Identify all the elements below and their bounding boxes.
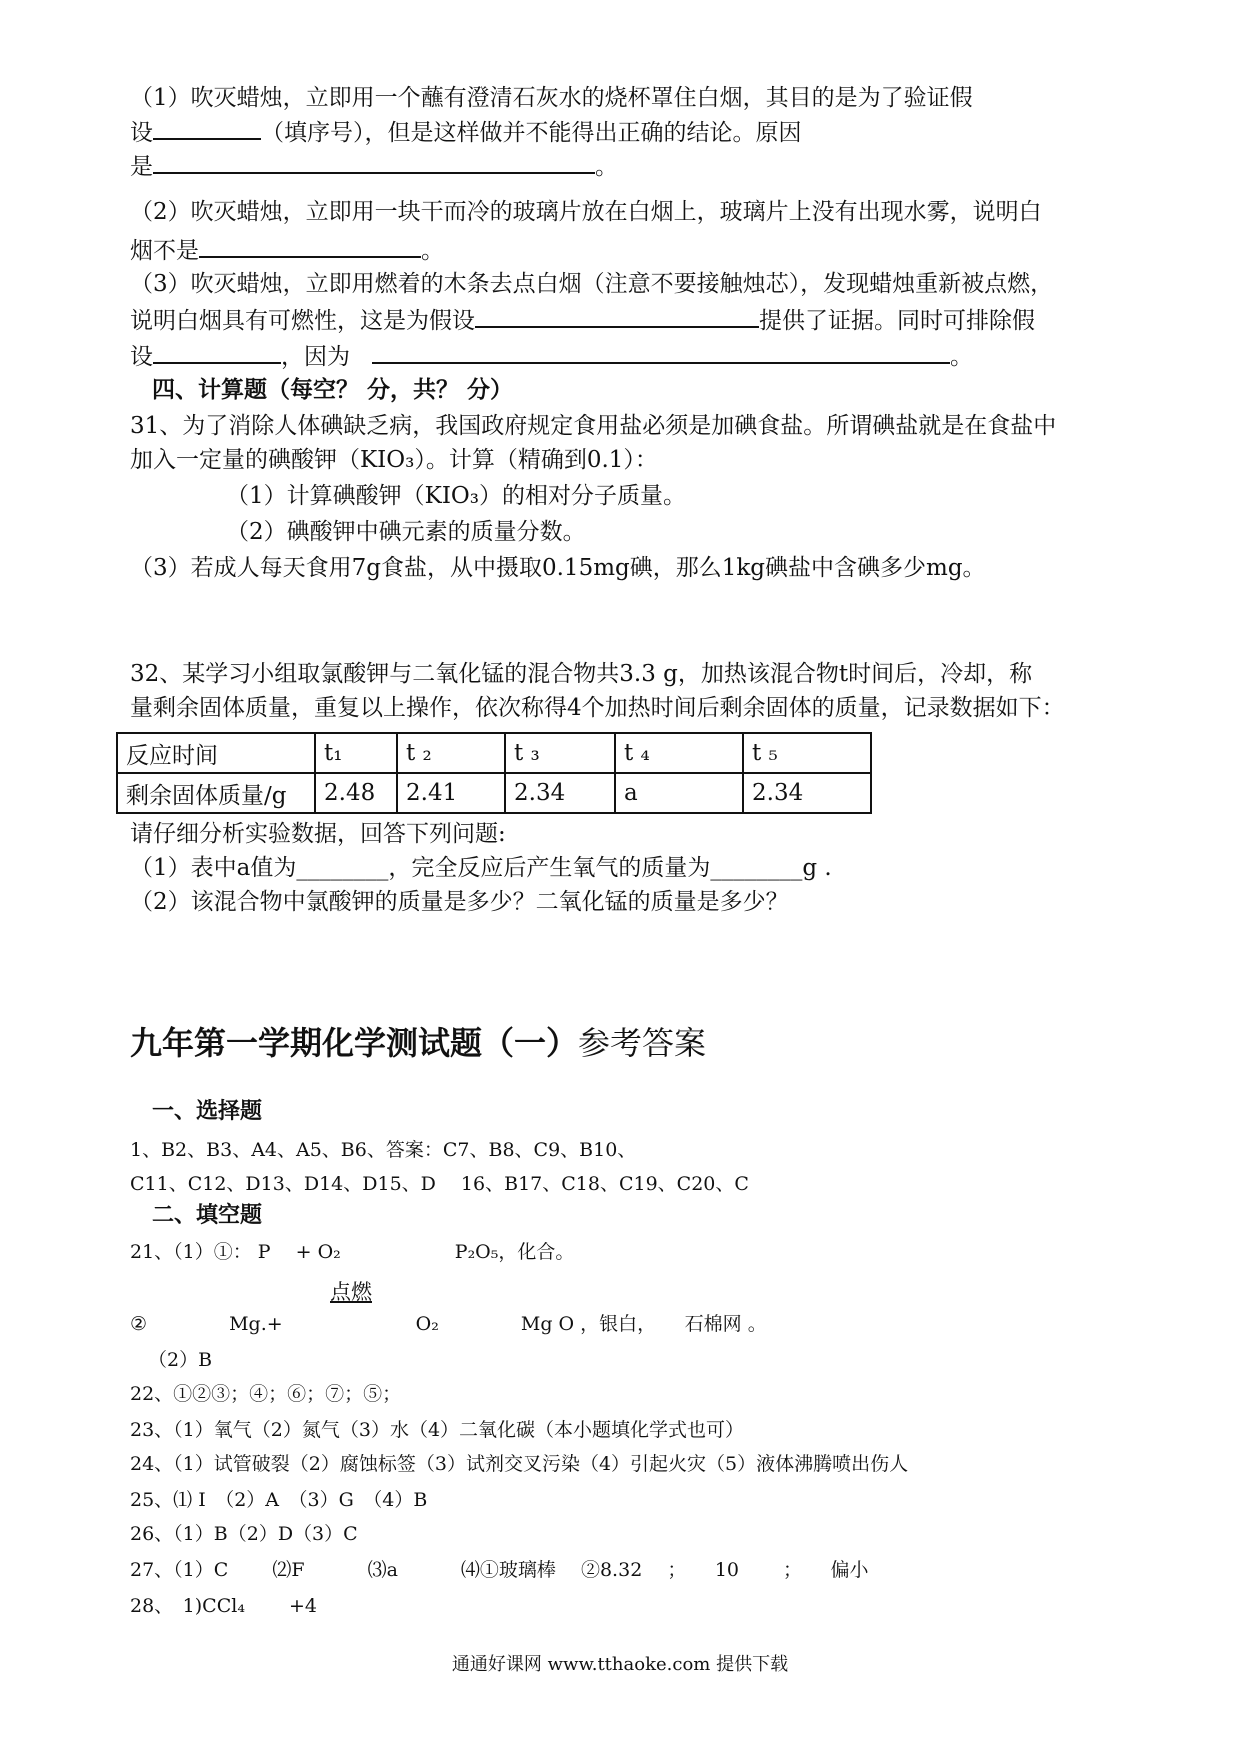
answer-line: 28、 1)CCl₄ +4 <box>130 1595 317 1617</box>
answer-line: 26、（1）B（2）D（3）C <box>130 1523 358 1545</box>
q31-line-3: （1）计算碘酸钾（KIO₃）的相对分子质量。 <box>226 483 686 509</box>
q32-line-2: 量剩余固体质量，重复以上操作，依次称得4个加热时间后剩余固体的质量，记录数据如下： <box>130 695 1065 721</box>
section-2-heading: 二、填空题 <box>152 1203 263 1228</box>
answer-line: 27、（1）C ⑵F ⑶a ⑷①玻璃棒 ②8.32 ； 10 ； 偏小 <box>130 1559 869 1581</box>
q30-l5-suffix: 。 <box>421 238 444 264</box>
table-row <box>117 773 871 813</box>
table-cell: t ₂ <box>397 733 505 773</box>
answer-line: 22、①②③；④；⑥；⑦；⑤； <box>130 1383 402 1405</box>
q30-line-3 <box>130 148 618 183</box>
table-cell: 2.41 <box>397 773 505 813</box>
q30-l3-prefix: 是 <box>130 154 153 180</box>
answer-line: 21、（1）①： P + O₂ P₂O₅，化合。 <box>130 1241 575 1263</box>
table-cell: 2.34 <box>743 773 871 813</box>
table-cell: a <box>615 773 743 813</box>
section-1-heading: 一、选择题 <box>152 1099 263 1124</box>
q32-line-3: 请仔细分析实验数据，回答下列问题: <box>130 821 506 847</box>
answer-title-rest: 参考答案 <box>578 1024 707 1062</box>
q30-l2-suffix: （填序号），但是这样做并不能得出正确的结论。原因 <box>261 120 802 146</box>
answer-line: ② Mg.+ O₂ Mg O ，银白， 石棉网 。 <box>130 1313 767 1335</box>
q30-line-4: （2）吹灭蜡烛，立即用一块干而冷的玻璃片放在白烟上，玻璃片上没有出现水雾，说明白 <box>130 199 1042 225</box>
answer-blank[interactable] <box>372 338 950 364</box>
q31-line-5: （3）若成人每天食用7g食盐，从中摄取0.15mg碘，那么1kg碘盐中含碘多少mg。 <box>130 555 986 581</box>
table-cell: t ₅ <box>743 733 871 773</box>
q31-line-4: （2）碘酸钾中碘元素的质量分数。 <box>226 519 586 545</box>
answer-title-main: 九年第一学期化学测试题（一） <box>130 1024 579 1062</box>
table-cell: 2.34 <box>505 773 615 813</box>
q30-line-1: （1）吹灭蜡烛，立即用一个蘸有澄清石灰水的烧杯罩住白烟，其目的是为了验证假 <box>130 85 973 111</box>
table-cell: 剩余固体质量/g <box>117 773 315 813</box>
table-cell: t₁ <box>315 733 397 773</box>
table-cell: 2.48 <box>315 773 397 813</box>
answer-blank[interactable] <box>475 302 759 328</box>
answer-line: 1、B2、B3、A4、A5、B6、答案：C7、B8、C9、B10、 <box>130 1139 637 1161</box>
q30-l7-suffix: 提供了证据。同时可排除假 <box>759 308 1035 334</box>
table-cell: 反应时间 <box>117 733 315 773</box>
q31-line-2: 加入一定量的碘酸钾（KIO₃）。计算（精确到0.1）： <box>130 447 658 473</box>
q30-l7-prefix: 说明白烟具有可燃性，这是为假设 <box>130 308 475 334</box>
answer-line: 23、（1）氧气（2）氮气（3）水（4）二氧化碳（本小题填化学式也可） <box>130 1419 745 1441</box>
q30-l5-prefix: 烟不是 <box>130 238 199 264</box>
q30-line-6: （3）吹灭蜡烛，立即用燃着的木条去点白烟（注意不要接触烛芯），发现蜡烛重新被点燃， <box>130 271 1054 297</box>
q30-line-8 <box>130 338 973 373</box>
q30-l2-prefix: 设 <box>130 120 153 146</box>
q30-line-2 <box>130 114 802 149</box>
table-cell: t ₄ <box>615 733 743 773</box>
q31-line-1: 31、为了消除人体碘缺乏病，我国政府规定食用盐必须是加碘食盐。所谓碘盐就是在食盐中 <box>130 413 1057 439</box>
data-table <box>116 732 872 814</box>
answer-line: 24、（1）试管破裂（2）腐蚀标签（3）试剂交叉污染（4）引起火灾（5）液体沸腾喷出伤人 <box>130 1453 909 1475</box>
q30-line-5 <box>130 232 444 267</box>
answer-line: （2）B <box>148 1349 213 1371</box>
answer-blank[interactable] <box>199 232 421 258</box>
answer-blank[interactable] <box>153 338 281 364</box>
q32-line-5: （2）该混合物中氯酸钾的质量是多少？二氧化锰的质量是多少？ <box>130 889 789 915</box>
answer-blank[interactable] <box>153 114 261 140</box>
table-cell: t ₃ <box>505 733 615 773</box>
answer-line: 25、⑴ I （2）A （3）G （4）B <box>130 1489 428 1511</box>
q30-l8-suffix: 。 <box>950 344 973 370</box>
table-row <box>117 733 871 773</box>
q30-l3-suffix: 。 <box>595 154 618 180</box>
ignition-label: 点燃 <box>330 1280 372 1304</box>
q32-line-1: 32、某学习小组取氯酸钾与二氧化锰的混合物共3.3 g，加热该混合物t时间后，冷却，称 <box>130 661 1033 687</box>
q30-l8-mid: ，因为 <box>281 344 350 370</box>
q30-l8-prefix: 设 <box>130 344 153 370</box>
q30-line-7 <box>130 302 1035 337</box>
q32-line-4: （1）表中a值为________，完全反应后产生氧气的质量为________g . <box>130 855 832 881</box>
answer-key-title <box>130 1018 706 1064</box>
page-footer: 通通好课网 www.tthaoke.com 提供下载 <box>451 1654 789 1675</box>
section-4-heading: 四、计算题（每空？ 分，共？ 分） <box>152 377 514 403</box>
answer-line: C11、C12、D13、D14、D15、D 16、B17、C18、C19、C20、C <box>130 1173 749 1195</box>
answer-blank[interactable] <box>153 148 595 174</box>
